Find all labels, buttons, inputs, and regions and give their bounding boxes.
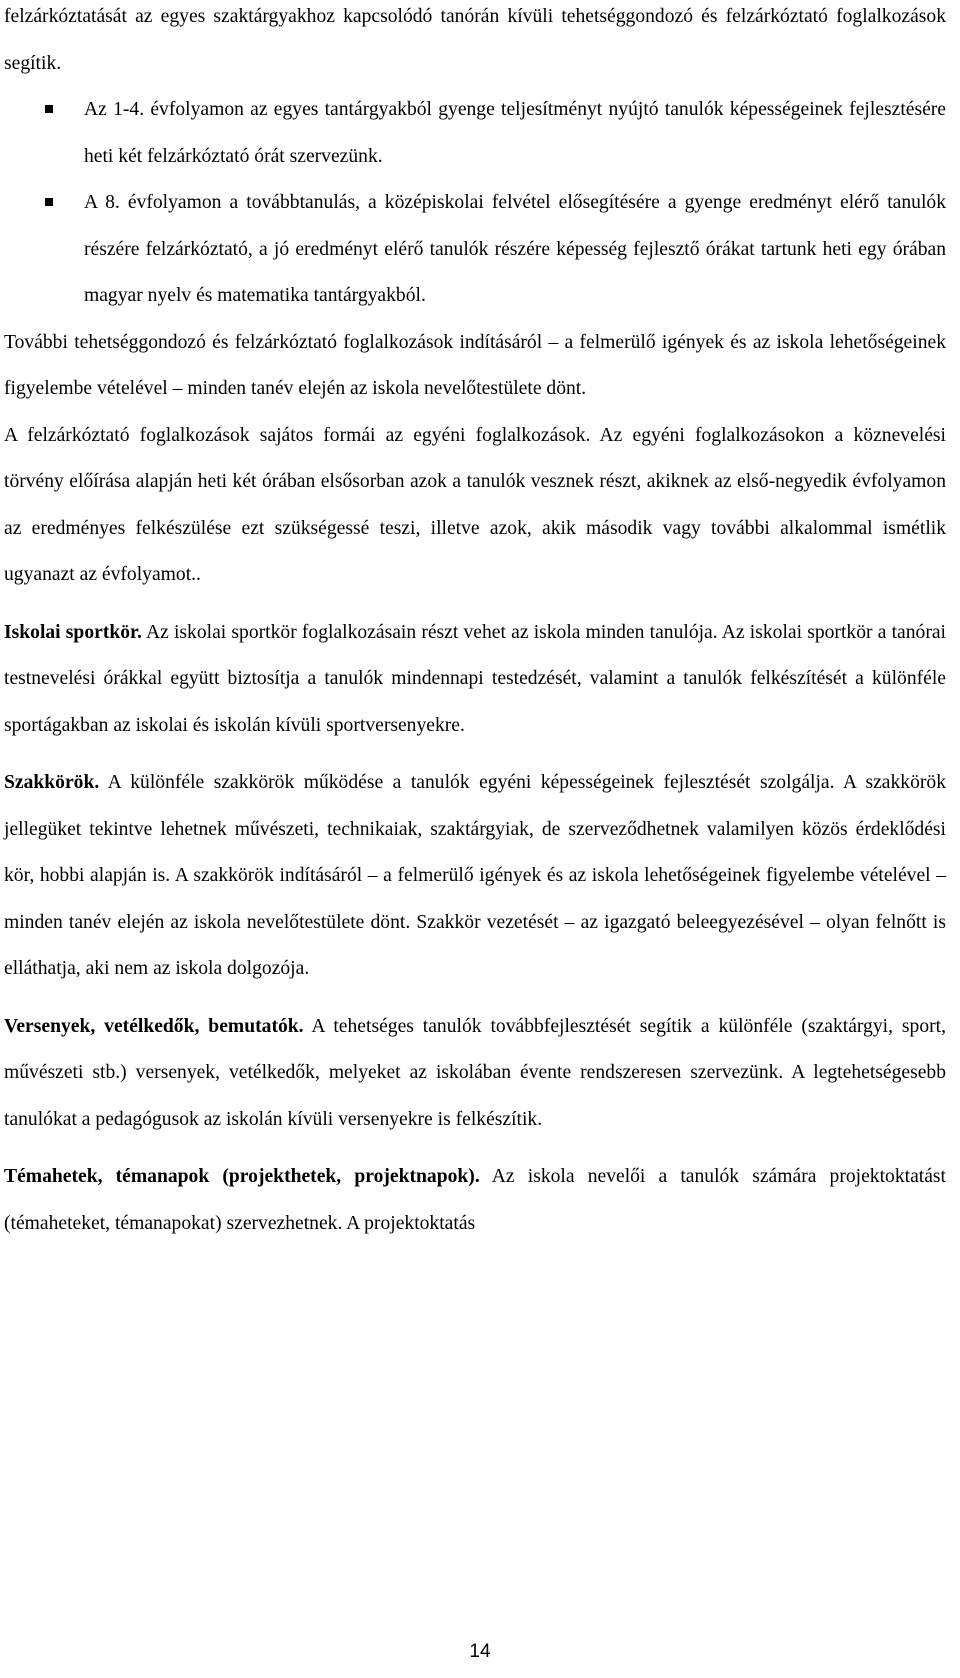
competitions-paragraph [4,1004,946,1144]
section-heading: Versenyek, vetélkedők, bemutatók. [4,1015,304,1037]
square-bullet-icon [45,105,53,113]
bullet-item [4,87,946,180]
document-body [4,0,946,1247]
individual-sessions-paragraph: A felzárkóztató foglalkozások sajátos formái az egyéni foglalkozások. Az egyéni foglalkozásokon a köznevelési törvény előírása alapján heti két órában elsősorban azok a tanulók vesznek részt, akiknek az első-negyedik évfolyamon az eredményes felkészülése ezt szükségessé teszi, illetve azok, akik második vagy további alkalommal ismétlik ugyanazt az évfolyamot.. [4,424,946,585]
section-heading: Szakkörök. [4,772,100,793]
bullet-text: Az 1-4. évfolyamon az egyes tantárgyakból gyenge teljesítményt nyújtó tanulók képességeinek fejlesztésére heti két felzárkóztató órát szervezünk. [84,99,946,167]
section-body: Az iskolai sportkör foglalkozásain részt vehet az iskola minden tanulója. Az iskolai sportkör a tanórai testnevelési órákkal együtt biztosítja a tanulók mindennapi testedzését, valamint a tanulók felkészítését a különféle sportágakban az iskolai és iskolán kívüli sportversenyekre. [4,621,946,736]
bullet-item [4,180,946,320]
section-body: Az iskola nevelői a tanulók számára projektoktatást (témaheteket, témanapokat) szervezhetnek. A projektoktatás [4,1166,946,1234]
section-body: A tehetséges tanulók továbbfejlesztését segítik a különféle (szaktárgyi, sport, művészeti stb.) versenyek, vetélkedők, melyeket az iskolában évente rendszeresen szervezünk. A legtehetségesebb tanulókat a pedagógusok az iskolán kívüli versenyekre is felkészítik. [4,1015,946,1130]
page-number: 14 [469,1641,491,1662]
further-activities-paragraph: További tehetséggondozó és felzárkóztató foglalkozások indításáról – a felmerülő igények és az iskola lehetőségeinek figyelembe vételével – minden tanév elején az iskola nevelőtestülete dönt. [4,331,946,399]
section-heading: Iskolai sportkör. [4,621,142,643]
section-body: A különféle szakkörök működése a tanulók egyéni képességeinek fejlesztését szolgálja. A szakkörök jellegüket tekintve lehetnek művészeti, technikaiak, szaktárgyiak, de szerveződhetnek valamilyen közös érdeklődési kör, hobbi alapján is. A szakkörök indításáról – a felmerülő igények és az iskola lehetőségeinek figyelembe vételével – minden tanév elején az iskola nevelőtestülete dönt. Szakkör vezetését – az igazgató beleegyezésével – olyan felnőtt is elláthatja, aki nem az iskola dolgozója. [4,772,946,979]
clubs-paragraph [4,760,946,993]
project-weeks-paragraph [4,1154,946,1247]
bullet-list [4,87,946,320]
bullet-text: A 8. évfolyamon a továbbtanulás, a középiskolai felvétel elősegítésére a gyenge eredményt elérő tanulók részére felzárkóztató, a jó eredményt elérő tanulók részére képesség fejlesztő órákat tartunk heti egy órában magyar nyelv és matematika tantárgyakból. [84,192,946,306]
sports-club-paragraph [4,610,946,750]
intro-continuation-paragraph: felzárkóztatását az egyes szaktárgyakhoz kapcsolódó tanórán kívüli tehetséggondozó és felzárkóztató foglalkozások segítik. [4,6,946,74]
section-heading: Témahetek, témanapok (projekthetek, projektnapok). [4,1166,480,1187]
square-bullet-icon [45,198,53,206]
